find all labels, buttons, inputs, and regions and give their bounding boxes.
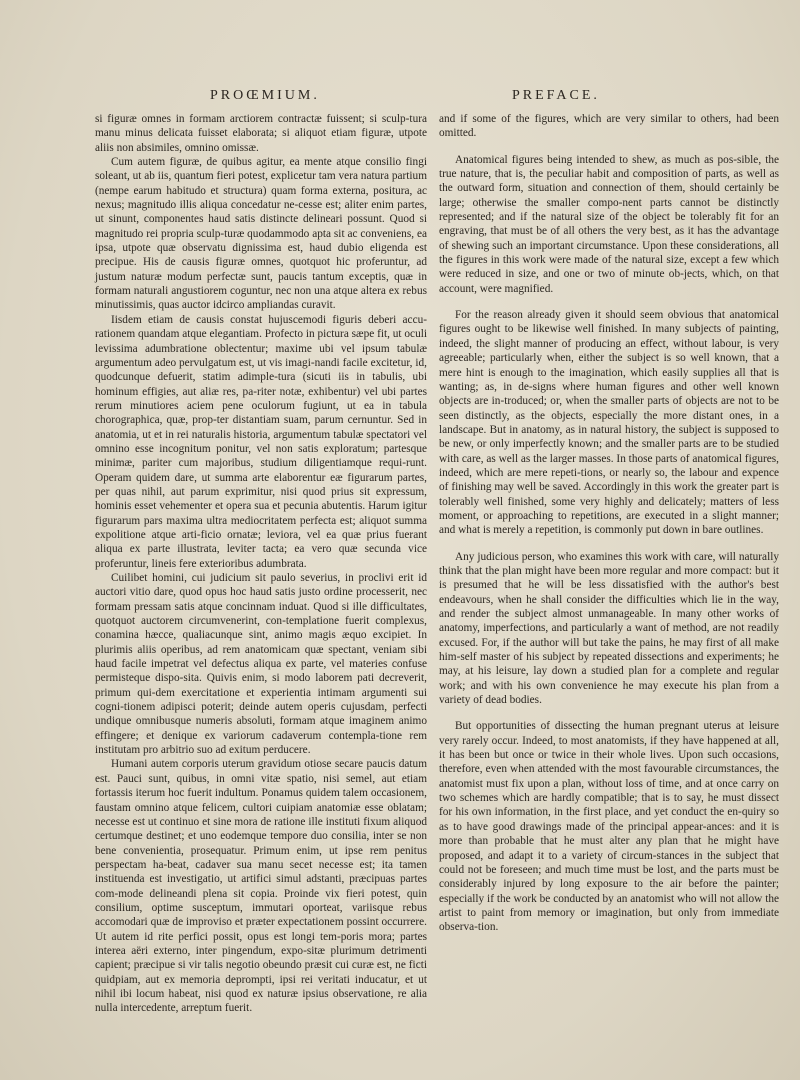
english-paragraph: For the reason already given it should seem obvious that anatomical figures ought to be likewise well finished. In many subjects of painting, indeed, the slight manner of producing an effect, without labour, is very agreeable; particularly when, either the subject is so well known, that a mere hint is enough to the imagination, which easily supplies all that is wanting; as, in de-signs where human figures and other well known objects are in-troduced; or, when the smaller parts of objects are not to be seen distinctly, as the objects, especially the more distant ones, in a landscape. But in anatomy, as in natural history, the subject is supposed to be new, or only imperfectly known; and the smaller parts are to be studied with care, as well as the larger masses. In those parts of anatomical figures, indeed, which are mere repeti-tions, or nearly so, the labour and expence of finishing may well be saved. Accordingly in this work the greater part is tolerably well finished, some very highly and delicately; matters of less moment, or approaching to repetitions, are executed in a slight manner; and what is merely a repetition, is commonly put down in bare outlines.	[439, 309, 779, 537]
english-running-head: PREFACE.	[512, 88, 600, 103]
english-column	[439, 84, 779, 935]
english-paragraph: Any judicious person, who examines this work with care, will naturally think that the plan might have been more regular and more compact: but it is presumed that he will be less dissatisfied with the author's best endeavours, when he shall consider the difficulties which lie in the way, and render the subject almost unmanageable. In many other works of anatomy, imperfections, and particularly a want of method, are not readily excused. For, if the author will but take the pains, he may first of all make him-self master of his subject by repeated dissections and experiments; he may, at his leisure, lay down a studied plan for a complete and regular work; and with his own convenience he may execute his plan from a variety of dead bodies.	[439, 550, 779, 707]
english-paragraph: and if some of the figures, which are very similar to others, had been omitted.	[439, 113, 779, 140]
latin-paragraph: si figuræ omnes in formam arctiorem contractæ fuissent; si sculp-tura manu minus delicata fuisset elaborata; si aliquot etiam figuræ, utpote aliis non absimiles, omnino omissæ.	[95, 113, 427, 154]
latin-paragraph: Cum autem figuræ, de quibus agitur, ea mente atque consilio fingi soleant, ut ab iis, quantum fieri potest, explicetur tam vera natura partium (nempe earum habitudo et structura) quam forma externa, positura, ac nexus; magnitudo illis aliqua concedatur ne-cesse est; aliter enim partes, ut sinunt, componentes haud satis distincte delineari possunt. Quod si magnitudo rei propria sculp-turæ quodammodo apta sit ac conveniens, ea ipsa, utpote quæ observatu dignissima est, haud dubio eligenda est precipue. His de causis figuræ omnes, quotquot hic proferuntur, ad justum naturæ modum perfectæ sunt, paucis tantum exceptis, quæ in formam naturali angustiorem coguntur, nec non una atque altera ex rebus minutissimis, quas auctor idcirco ampliandas curavit.	[95, 156, 427, 312]
latin-paragraph: Cuilibet homini, cui judicium sit paulo severius, in proclivi erit id auctori vitio dare, quod opus hoc haud satis justo ordine processerit, nec formam pressam satis atque concinnam induat. Quod si ille difficultates, quotquot auctorem circumvenerint, con-templatione fuerit complexus, conamina hæcce, qualiacunque sint, animo magis æquo excipiet. In plurimis aliis operibus, ad rem anatomicam quæ spectant, veniam sibi haud facile impetrat vel defectus aliqua ex parte, vel materies confuse permisteque dispo-sita. Quivis enim, si modo laborem pati decreverit, primum qui-dem exercitatione et experientia intimam argumenti sui cogni-tionem adipisci poterit; deinde autem operis cujusdam, perfecti undique omnibusque numeris absoluti, formam atque imaginem animo effingere; et denique ex variorum cadaverum contempla-tione rem institutam pro arbitrio suo ad exitum perducere.	[95, 572, 427, 757]
latin-column	[95, 84, 427, 1016]
latin-paragraph: Humani autem corporis uterum gravidum otiose secare paucis datum est. Pauci sunt, quibus, in omni vitæ spatio, nisi semel, aut etiam fortassis iterum hoc fuerit indultum. Ponamus quidem talem occasionem, faustam omnino atque felicem, cultori cuipiam anatomiæ esse oblatam; necesse est ut continuo et sine mora de ratione ille instituti fixum aliquod certumque destinet; et uno eodemque tempore duo consilia, inter se non bene convenientia, prosequatur. Primum enim, ut ipse rem penitus perspectam ha-beat, cadaver sua manu secet necesse est; ita tamen instituenda est investigatio, ut artifici simul adstanti, præcipuas partes com-mode delineandi plena sit copia. Proinde vix fieri potest, quin consilium, optime susceptum, immutari oporteat, variisque rebus accomodari quæ de improviso et præter expectationem possint occurrere. Ut autem id rite perfici possit, opus est longi tem-poris mora; partes interea aëri externo, inter pingendum, expo-sitæ plurimum detrimenti capient; præcipue si vir talis negotio obeundo præsit cui curæ est, ne ficti quidpiam, aut ex memoria deprompti, ipsi rei veritati inducatur, et ut nihil ibi locum habeat, nisi quod ex naturæ ipsius observatione, re alia nulla intercedente, arreptum fuerit.	[95, 758, 427, 1015]
english-paragraph: But opportunities of dissecting the human pregnant uterus at leisure very rarely occur. Indeed, to most anatomists, if they have happened at all, it has been but once or twice in their whole lives. Upon such occasions, therefore, even when attended with the most favourable circumstances, the anatomist must fix upon a plan, without loss of time, and at once carry on two schemes which are hardly compatible; that is to say, he must dissect for his own information, in the first place, and yet conduct the en-quiry so as to have good drawings made of the principal appear-ances: and it is more than probable that he must alter any plan that he might have proposed, and adapt it to a variety of circum-stances in the subject that could not be foreseen; and much time must be lost, and the parts must be considerably injured by long exposure to the air before the painter; especially if the work be conducted by an anatomist who will not allow the artist to paint from memory or imagination, but only from immediate observa-tion.	[439, 720, 779, 934]
english-paragraph: Anatomical figures being intended to shew, as much as pos-sible, the true nature, that is, the peculiar habit and composition of parts, as well as the outward form, situation and connection of them, should certainly be large; otherwise the smaller compo-nent parts cannot be distinctly represented; and if the natural size of the object be tolerably fit for an engraving, that must be of all others the very best, as it has the advantage of shewing such an important circumstance. Upon these considerations, all the figures in this work were made of the natural size, except a few which were reduced in size, and one or two of minute ob-jects, which, on that account, were magnified.	[439, 153, 779, 295]
latin-running-head: PROŒMIUM.	[210, 88, 320, 103]
latin-paragraph: Iisdem etiam de causis constat hujuscemodi figuris deberi accu-rationem quandam atque elegantiam. Profecto in pictura sæpe fit, ut oculi levissima adumbratione oblectentur; maxime ubi vel ipsum tabulæ argumentum adeo pervulgatum est, ut vis imagi-nandi facile excitetur, id, quodcunque defuerit, statim adimple-tura (sicuti iis in tabulis, ubi hominum effigies, aut aliæ res, pa-riter notæ, exhibentur) vel ubi partes rerum minutiores aciem pene oculorum fugiunt, ut ea in tabula chorographica, quæ, prop-ter distantiam suam, parum cernuntur. Sed in anatomia, ut et in rei naturalis historia, argumentum tabulæ spectatori vel omnino esse incognitum ponitur, vel non satis exploratum; partesque minimæ, pariter cum majoribus, studium diligentiamque requi-runt. Operam quidem dare, ut summa arte elaborentur eæ figurarum partes, per quas nihil, aut parum exprimitur, nisi quod prius sit expressum, hominis esset vehementer et opera sua et pecunia abutentis. Harum igitur figurarum pars maxima ultra mediocritatem perfecta est; aliquot summa expolitione atque arti-ficio ornatæ; leviora, vel ea quæ prius fuerant aliqua ex parte illustrata, leviter tacta; ea vero quæ secunda vice proferuntur, lineis fere exterioribus adumbrata.	[95, 313, 427, 570]
